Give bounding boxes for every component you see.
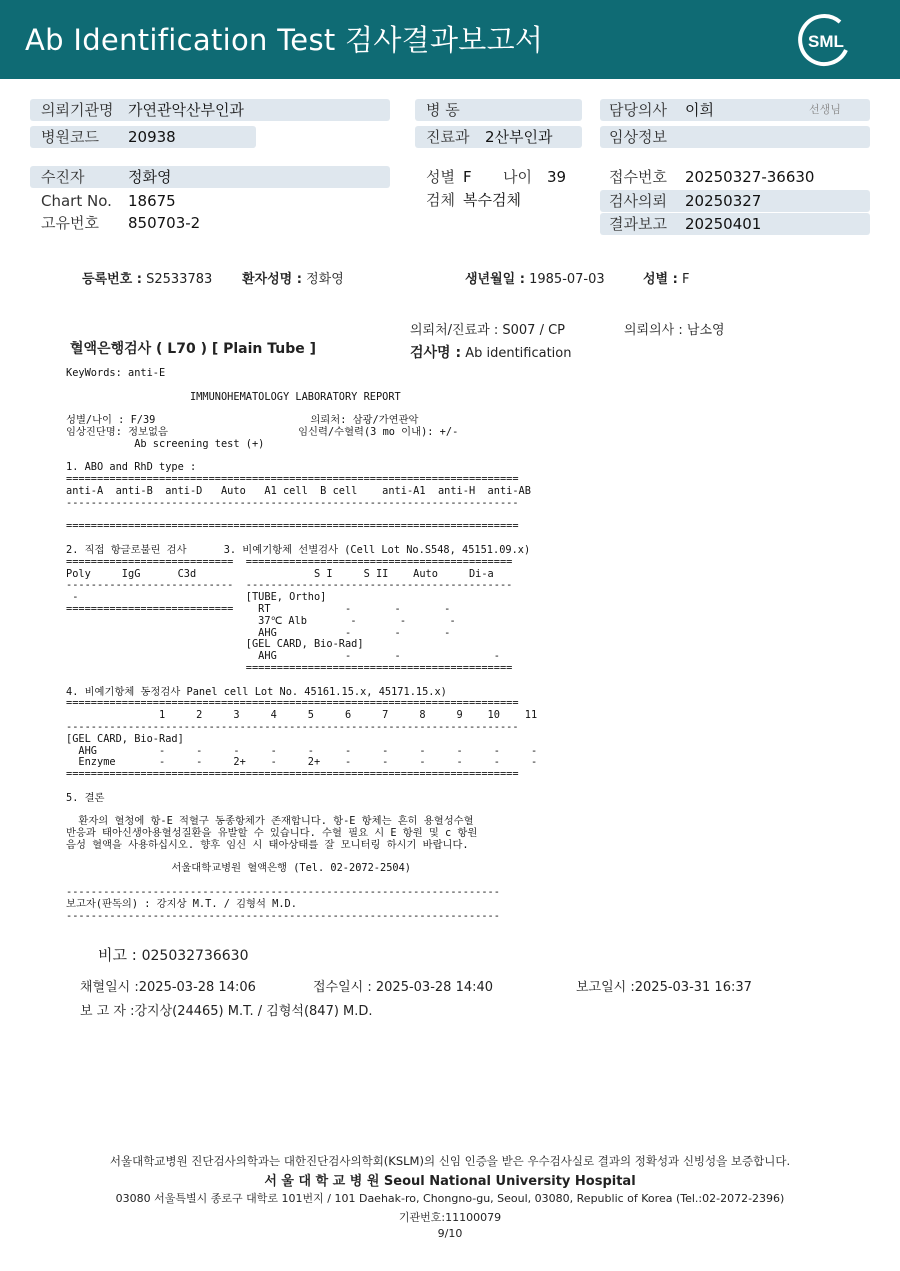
receipt-no-label: 접수번호 — [609, 168, 667, 186]
doctor-suffix: 선생님 — [809, 103, 841, 116]
reg-no-label: 등록번호 : — [82, 272, 142, 287]
receipt-no-field — [600, 166, 870, 188]
clinical-info-field — [600, 126, 870, 148]
requesting-org-field — [30, 99, 390, 121]
receipt-no-value: 20250327-36630 — [685, 168, 815, 186]
unique-no-value: 850703-2 — [128, 214, 201, 232]
patient-name-value: 정화영 — [306, 272, 344, 287]
reg-no-value: S2533783 — [146, 272, 213, 287]
sex-label: 성별 — [426, 168, 455, 186]
ref-doctor-label: 의뢰의사 : — [624, 323, 683, 338]
receipt-time — [313, 976, 493, 995]
footer-address: 03080 서울특별시 종로구 대학로 101번지 / 101 Daehak-ro, Chongno-gu, Seoul, 03080, Republic of Korea (Tel.:02-2072-2396) — [115, 1192, 785, 1205]
patient-label: 수진자 — [41, 168, 85, 186]
reporter-value: 강지상(24465) M.T. / 김형석(847) M.D. — [134, 1004, 373, 1019]
sex-age-field — [415, 166, 582, 188]
footer-cert: 서울대학교병원 진단검사의학과는 대한진단검사의학회(KSLM)의 신임 인증을 받은 우수검사실로 결과의 정확성과 신빙성을 보증합니다. — [109, 1154, 791, 1168]
reg-sex — [643, 268, 689, 287]
requesting-org-value: 가연관악산부인과 — [128, 101, 244, 119]
page-number: 9/10 — [437, 1227, 463, 1240]
ref-dept — [410, 319, 565, 338]
ward-field — [415, 99, 582, 121]
reporter-label: 보 고 자 : — [80, 1004, 135, 1019]
unique-no-label: 고유번호 — [41, 214, 99, 232]
doctor-label: 담당의사 — [609, 101, 667, 119]
chart-label: Chart No. — [41, 192, 112, 210]
dept-field — [415, 126, 582, 148]
test-title: 혈액은행검사 ( L70 ) [ Plain Tube ] — [70, 341, 317, 357]
test-name-label: 검사명 : — [410, 345, 462, 361]
report-title: Ab Identification Test 검사결과보고서 — [25, 23, 544, 57]
dept-value: 2산부인과 — [485, 128, 553, 146]
doctor-value: 이희 — [685, 101, 714, 119]
report-time-value: 2025-03-31 16:37 — [634, 980, 752, 995]
footer-hospital: 서 울 대 학 교 병 원 Seoul National University Hospital — [264, 1174, 636, 1189]
clinical-info-label: 임상정보 — [609, 128, 667, 146]
sml-logo-icon — [796, 10, 856, 70]
result-date-field — [600, 213, 870, 235]
dept-label: 진료과 — [426, 128, 470, 146]
result-date-value: 20250401 — [685, 215, 762, 233]
requesting-org-label: 의뢰기관명 — [41, 101, 114, 119]
footer-org-no: 기관번호:11100079 — [398, 1211, 502, 1224]
test-name — [410, 342, 571, 362]
hospital-code-label: 병원코드 — [41, 128, 99, 146]
doctor-field — [600, 99, 870, 121]
report-time-label: 보고일시 : — [576, 980, 635, 995]
reg-sex-value: F — [681, 272, 690, 287]
report-time — [576, 976, 752, 995]
specimen-field — [415, 189, 582, 211]
age-value: 39 — [547, 168, 567, 186]
specimen-label: 검체 — [426, 191, 455, 209]
ward-label: 병 동 — [426, 101, 460, 119]
sex-value: F — [463, 168, 472, 186]
report-header — [0, 0, 900, 79]
dob — [465, 268, 605, 287]
result-date-label: 결과보고 — [609, 215, 667, 233]
chart-value: 18675 — [128, 192, 176, 210]
dob-label: 생년월일 : — [465, 272, 525, 287]
patient-value: 정화영 — [128, 168, 172, 186]
collect-time — [80, 976, 256, 995]
patient-field — [30, 166, 390, 188]
ref-doctor-value: 남소영 — [686, 323, 725, 338]
patient-name — [242, 268, 344, 287]
reporter — [80, 1000, 373, 1019]
ref-doctor — [624, 319, 725, 338]
hospital-code-field — [30, 126, 256, 148]
receipt-time-value: 2025-03-28 14:40 — [375, 980, 494, 995]
chart-field — [30, 190, 390, 212]
collect-time-label: 채혈일시 : — [80, 980, 139, 995]
ref-dept-value: S007 / CP — [502, 323, 566, 338]
collect-time-value: 2025-03-28 14:06 — [138, 980, 256, 995]
request-date-value: 20250327 — [685, 192, 762, 210]
logo-text: SML — [808, 32, 844, 51]
test-name-value: Ab identification — [465, 346, 572, 361]
hospital-code-value: 20938 — [128, 128, 176, 146]
remarks-note-label: 비고 : — [98, 946, 137, 964]
lab-report-body: KeyWords: anti-E IMMUNOHEMATOLOGY LABORATORY REPORT 성별/나이 : F/39 의뢰처: 삼광/가연관악 임상진단명: 정보없음 임신력/수혈력(3 mo 이내): +/- Ab screening test (+) 1. ABO and RhD type : ========================================================================= anti-A anti-B anti-D Auto A1 cell B cell anti-A1 anti-H anti-AB ------------------------------------------------------------------------- ========================================================================= 2. 직접 항글로불린 검사 3. 비예기항체 선별검사 (Cell Lot No.S548, 45151.09.x) =========================== =========================================== Poly IgG C3d S I S II Auto Di-a --------------------------- ------------------------------------------- - [TUBE, Ortho] =========================== RT - - - 37℃ Alb - - - AHG - - - [GEL CARD, Bio-Rad] AHG - - - =========================================== 4. 비예기항체 동정검사 Panel cell Lot No. 45161.15.x, 45171.15.x) ========================================================================= 1 2 3 4 5 6 7 8 9 10 11 ------------------------------------------------------------------------- [GEL CARD, Bio-Rad] AHG - - - - - - - - - - - Enzyme - - 2+ - 2+ - - - - - - ========================================================================= 5. 결론 환자의 혈청에 항-E 적혈구 동종항체가 존재합니다. 항-E 항체는 흔히 용혈성수혈 반응과 태아신생아용혈성질환을 유발할 수 있습니다. 수혈 필요 시 E 항원 및 c 항원 음성 혈액을 사용하십시오. 향후 임신 시 태아상태를 잘 모니터링 하시기 바랍니다. 서울대학교병원 혈액은행 (Tel. 02-2072-2504) ---------------------------------------------------------------------- 보고자(판독의) : 강지상 M.T. / 김형석 M.D. ---------------------------------------------------------------------- — [66, 367, 538, 922]
request-date-label: 검사의뢰 — [609, 192, 667, 210]
dob-value: 1985-07-03 — [529, 272, 605, 287]
ref-dept-label: 의뢰처/진료과 : — [410, 323, 499, 338]
unique-no-field — [30, 212, 390, 234]
receipt-time-label: 접수일시 : — [313, 980, 372, 995]
remarks-note — [98, 944, 248, 965]
reg-sex-label: 성별 : — [643, 272, 678, 287]
reg-no — [82, 268, 212, 287]
age-label: 나이 — [503, 168, 532, 186]
remarks-note-value: 025032736630 — [141, 948, 249, 964]
request-date-field — [600, 190, 870, 212]
specimen-value: 복수검체 — [463, 191, 521, 209]
patient-name-label: 환자성명 : — [242, 272, 302, 287]
